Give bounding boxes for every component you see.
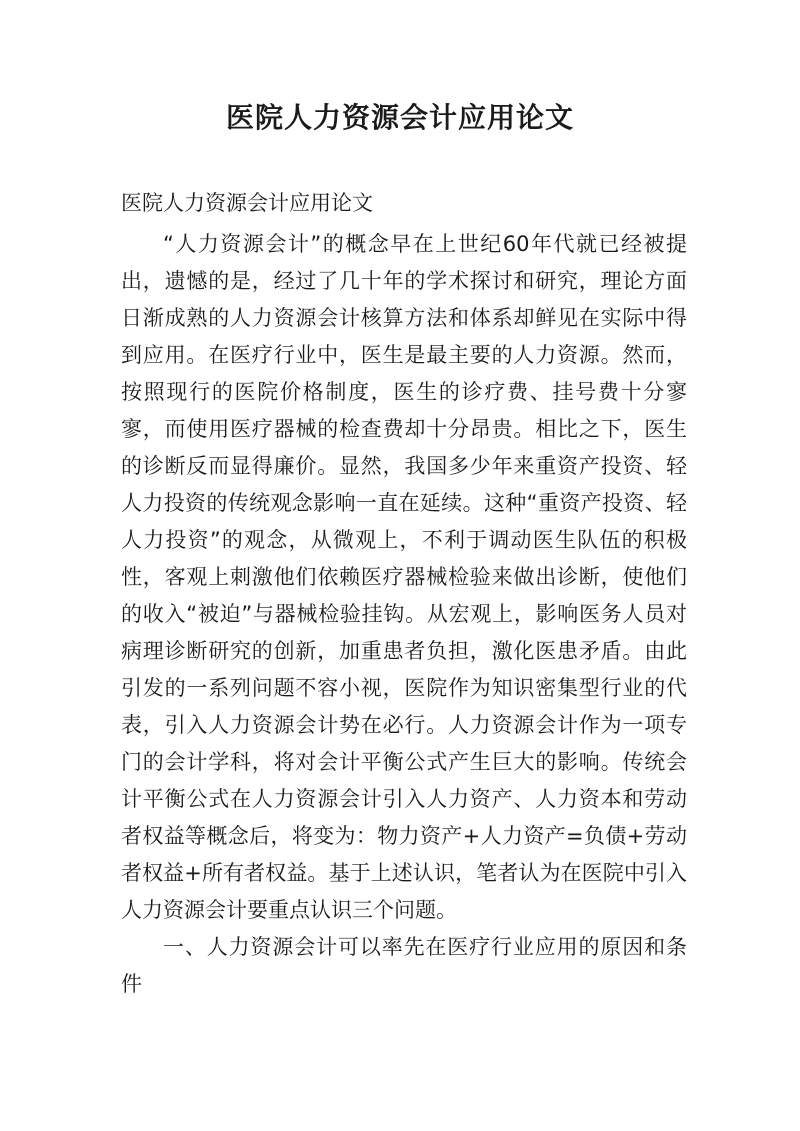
- document-body: [121, 226, 687, 1003]
- document-title: 医院人力资源会计应用论文: [225, 101, 574, 134]
- body-paragraph: “人力资源会计”的概念早在上世纪60年代就已经被提出，遗憾的是，经过了几十年的学术探讨和研究，理论方面日渐成熟的人力资源会计核算方法和体系却鲜见在实际中得到应用。在医疗行业中，医生是最主要的人力资源。然而，按照现行的医院价格制度，医生的诊疗费、挂号费十分寥寥，而使用医疗器械的检查费却十分昂贵。相比之下，医生的诊断反而显得廉价。显然，我国多少年来重资产投资、轻人力投资的传统观念影响一直在延续。这种“重资产投资、轻人力投资”的观念，从微观上，不利于调动医生队伍的积极性，客观上刺激他们依赖医疗器械检验来做出诊断，使他们的收入“被迫”与器械检验挂钩。从宏观上，影响医务人员对病理诊断研究的创新，加重患者负担，激化医患矛盾。由此引发的一系列问题不容小视，医院作为知识密集型行业的代表，引入人力资源会计势在必行。人力资源会计作为一项专门的会计学科，将对会计平衡公式产生巨大的影响。传统会计平衡公式在人力资源会计引入人力资产、人力资本和劳动者权益等概念后，将变为：物力资产+人力资产=负债+劳动者权益+所有者权益。基于上述认识，笔者认为在医院中引入人力资源会计要重点认识三个问题。: [121, 232, 687, 922]
- section-heading: 一、人力资源会计可以率先在医疗行业应用的原因和条件: [121, 935, 687, 996]
- document-subtitle: 医院人力资源会计应用论文: [121, 191, 373, 215]
